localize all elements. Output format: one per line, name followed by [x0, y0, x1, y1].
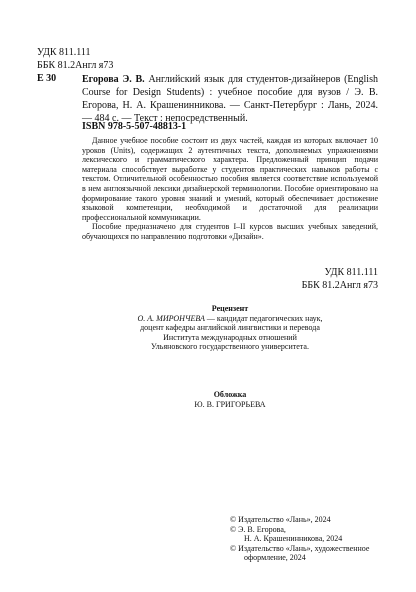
copyright-line: © Издательство «Лань», художественное — [230, 543, 370, 553]
author-mark: Е 30 — [37, 73, 57, 84]
reviewer-block — [82, 304, 378, 352]
bbk-code: ББК 81.2Англ я73 — [37, 60, 114, 71]
bibliographic-record — [82, 73, 378, 125]
reviewer-line: Ульяновского государственного университета. — [151, 342, 309, 352]
copyright-line: оформление, 2024 — [244, 553, 306, 563]
cover-heading: Обложка — [213, 390, 247, 399]
abstract-paragraph: Пособие предназначено для студентов I–II курсов высших учебных заведений, обучающихся по направлению подготовки «Дизайн». — [82, 222, 378, 241]
cover-block — [82, 390, 378, 409]
bbk-code: ББК 81.2Англ я73 — [301, 280, 378, 291]
udk-code: УДК 811.111 — [324, 267, 378, 278]
reviewer-line: Института международных отношений — [163, 332, 297, 342]
reviewer-line: доцент кафедры английской лингвистики и перевода — [140, 323, 320, 333]
udk-bbk-top — [37, 46, 113, 72]
copyright-line: Н. А. Крашенинникова, 2024 — [244, 534, 343, 544]
reviewer-line: О. А. МИРОНЧЕВА — кандидат педагогических наук, — [137, 313, 323, 323]
copyright-block — [230, 515, 400, 563]
isbn: ISBN 978-5-507-48813-1 — [82, 121, 187, 132]
bibliographic-description: Английский язык для студентов-дизайнеров (English Course for Design Students) : учебное пособие для вузов / Э. В. Егорова, Н. А. Крашенинникова. — Санкт-Петербург : Лань, 2024. — 484 с. — Текст : непосредственный. — [82, 74, 378, 124]
copyright-line: © Издательство «Лань», 2024 — [230, 515, 331, 524]
cover-designer: Ю. В. ГРИГОРЬЕВА — [194, 399, 266, 409]
copyright-line: © Э. В. Егорова, — [230, 524, 286, 534]
reviewer-name: О. А. МИРОНЧЕВА — [137, 313, 205, 323]
udk-code: УДК 811.111 — [37, 47, 91, 58]
author-name: Егорова Э. В. — [82, 74, 145, 85]
abstract-paragraph: Данное учебное пособие состоит из двух частей, каждая из которых включает 10 уроков (Units), содержащих 2 аутентичных текста, дополняемых упражнениями лексического и грамматического характера. Предложенный принцип подачи материала способствует выработке у студентов практических навыков работы с текстом. Отличительной особенностью пособия является соответствие используемой в нем англоязычной лексики дизайнерской терминологии. Пособие ориентировано на формирование такого уровня знаний и умений, который обеспечивает достижение языковой компетенции, необходимой и достаточной для реализации профессиональной коммуникации. — [82, 136, 378, 222]
reviewer-heading: Рецензент — [211, 304, 249, 313]
udk-bbk-bottom — [302, 266, 378, 292]
abstract — [82, 136, 378, 242]
